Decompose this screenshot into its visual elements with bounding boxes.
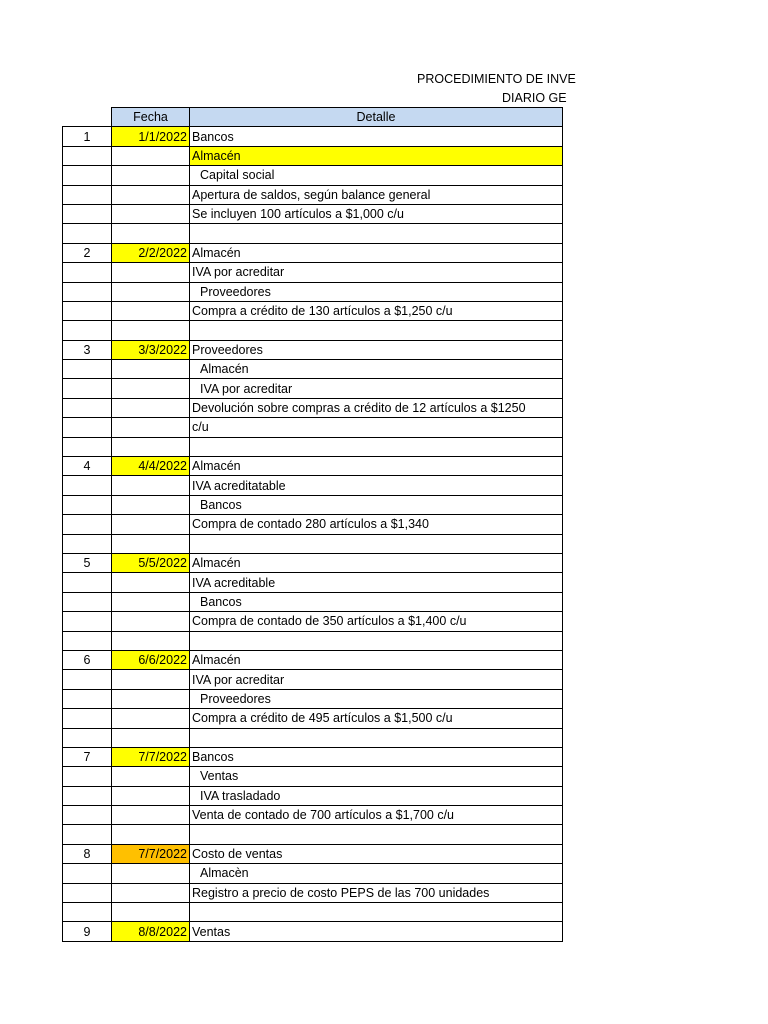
- entry-number-cell: [63, 476, 112, 495]
- detail-cell: Bancos: [190, 495, 563, 514]
- table-row: [63, 301, 563, 320]
- date-cell: 7/7/2022: [112, 747, 190, 766]
- entry-number-cell: [63, 806, 112, 825]
- detail-cell: Compra a crédito de 130 artículos a $1,250 c/u: [190, 301, 563, 320]
- detail-cell: IVA por acreditar: [190, 670, 563, 689]
- detail-cell: [190, 437, 563, 456]
- date-cell: [112, 786, 190, 805]
- header-row: [63, 108, 563, 127]
- entry-number-cell: [63, 146, 112, 165]
- table-row: [63, 612, 563, 631]
- detail-cell: Bancos: [190, 592, 563, 611]
- detail-cell: Se incluyen 100 artículos a $1,000 c/u: [190, 204, 563, 223]
- entry-number-cell: [63, 670, 112, 689]
- entry-number-cell: [63, 515, 112, 534]
- table-row: [63, 825, 563, 844]
- date-cell: [112, 321, 190, 340]
- date-cell: 2/2/2022: [112, 243, 190, 262]
- date-cell: [112, 418, 190, 437]
- detail-cell: Apertura de saldos, según balance general: [190, 185, 563, 204]
- table-row: [63, 573, 563, 592]
- date-cell: [112, 903, 190, 922]
- date-cell: 5/5/2022: [112, 553, 190, 572]
- date-cell: 4/4/2022: [112, 457, 190, 476]
- detail-cell: c/u: [190, 418, 563, 437]
- entry-number-cell: 9: [63, 922, 112, 941]
- table-row: [63, 728, 563, 747]
- entry-number-cell: 6: [63, 650, 112, 669]
- entry-number-cell: 8: [63, 844, 112, 863]
- table-row: [63, 379, 563, 398]
- date-cell: [112, 263, 190, 282]
- detail-cell: [190, 224, 563, 243]
- date-cell: [112, 515, 190, 534]
- detail-cell: Almacén: [190, 146, 563, 165]
- entry-number-cell: 5: [63, 553, 112, 572]
- entry-number-cell: [63, 204, 112, 223]
- table-row: [63, 689, 563, 708]
- table-row: [63, 883, 563, 902]
- table-row: [63, 457, 563, 476]
- table-row: [63, 263, 563, 282]
- date-cell: [112, 146, 190, 165]
- date-cell: [112, 185, 190, 204]
- detail-cell: Compra a crédito de 495 artículos a $1,500 c/u: [190, 709, 563, 728]
- table-row: [63, 515, 563, 534]
- date-cell: [112, 883, 190, 902]
- date-cell: [112, 689, 190, 708]
- detail-cell: Almacén: [190, 243, 563, 262]
- date-cell: 3/3/2022: [112, 340, 190, 359]
- detail-cell: IVA acreditable: [190, 573, 563, 592]
- detail-cell: Ventas: [190, 767, 563, 786]
- table-row: [63, 418, 563, 437]
- entry-number-cell: 2: [63, 243, 112, 262]
- detail-cell: [190, 728, 563, 747]
- detail-cell: Bancos: [190, 747, 563, 766]
- entry-number-cell: [63, 282, 112, 301]
- journal-table: [62, 107, 563, 942]
- date-cell: [112, 379, 190, 398]
- entry-number-cell: 1: [63, 127, 112, 146]
- table-row: [63, 767, 563, 786]
- detail-cell: Almacèn: [190, 864, 563, 883]
- detail-cell: IVA por acreditar: [190, 379, 563, 398]
- date-cell: [112, 301, 190, 320]
- table-row: [63, 592, 563, 611]
- entry-number-cell: 3: [63, 340, 112, 359]
- table-row: [63, 747, 563, 766]
- document-subtitle: DIARIO GE: [502, 91, 567, 105]
- date-cell: [112, 825, 190, 844]
- date-cell: [112, 282, 190, 301]
- column-header-detalle: Detalle: [190, 108, 563, 127]
- entry-number-cell: [63, 301, 112, 320]
- date-cell: [112, 224, 190, 243]
- date-cell: [112, 592, 190, 611]
- date-cell: [112, 709, 190, 728]
- detail-cell: [190, 534, 563, 553]
- table-row: [63, 476, 563, 495]
- entry-number-cell: [63, 903, 112, 922]
- detail-cell: Costo de ventas: [190, 844, 563, 863]
- entry-number-cell: [63, 592, 112, 611]
- detail-cell: [190, 903, 563, 922]
- date-cell: [112, 806, 190, 825]
- table-row: [63, 224, 563, 243]
- entry-number-cell: [63, 825, 112, 844]
- date-cell: [112, 670, 190, 689]
- detail-cell: Proveedores: [190, 689, 563, 708]
- entry-number-cell: [63, 379, 112, 398]
- detail-cell: Devolución sobre compras a crédito de 12 artículos a $1250: [190, 398, 563, 417]
- date-cell: 7/7/2022: [112, 844, 190, 863]
- table-row: [63, 553, 563, 572]
- entry-number-cell: [63, 709, 112, 728]
- document-title: PROCEDIMIENTO DE INVE: [417, 72, 576, 86]
- date-cell: [112, 360, 190, 379]
- detail-cell: [190, 631, 563, 650]
- detail-cell: Bancos: [190, 127, 563, 146]
- detail-cell: [190, 321, 563, 340]
- entry-number-cell: [63, 612, 112, 631]
- table-row: [63, 534, 563, 553]
- detail-cell: Almacén: [190, 360, 563, 379]
- date-cell: [112, 573, 190, 592]
- detail-cell: Capital social: [190, 166, 563, 185]
- entry-number-cell: [63, 398, 112, 417]
- detail-cell: Almacén: [190, 553, 563, 572]
- column-header-fecha: Fecha: [112, 108, 190, 127]
- date-cell: [112, 534, 190, 553]
- date-cell: [112, 612, 190, 631]
- table-row: [63, 709, 563, 728]
- detail-cell: IVA por acreditar: [190, 263, 563, 282]
- date-cell: [112, 728, 190, 747]
- table-row: [63, 340, 563, 359]
- date-cell: [112, 166, 190, 185]
- table-row: [63, 903, 563, 922]
- entry-number-cell: [63, 786, 112, 805]
- entry-number-cell: [63, 185, 112, 204]
- entry-number-cell: [63, 437, 112, 456]
- date-cell: [112, 767, 190, 786]
- entry-number-cell: [63, 767, 112, 786]
- entry-number-cell: [63, 883, 112, 902]
- date-cell: 8/8/2022: [112, 922, 190, 941]
- table-row: [63, 922, 563, 941]
- detail-cell: IVA trasladado: [190, 786, 563, 805]
- entry-number-cell: [63, 224, 112, 243]
- detail-cell: Proveedores: [190, 282, 563, 301]
- entry-number-cell: [63, 418, 112, 437]
- table-row: [63, 844, 563, 863]
- corner-cell: [63, 108, 112, 127]
- detail-cell: Registro a precio de costo PEPS de las 700 unidades: [190, 883, 563, 902]
- table-row: [63, 631, 563, 650]
- table-row: [63, 398, 563, 417]
- entry-number-cell: 7: [63, 747, 112, 766]
- entry-number-cell: [63, 631, 112, 650]
- entry-number-cell: [63, 495, 112, 514]
- entry-number-cell: [63, 321, 112, 340]
- table-row: [63, 650, 563, 669]
- entry-number-cell: [63, 166, 112, 185]
- table-row: [63, 185, 563, 204]
- journal-body: [63, 127, 563, 941]
- entry-number-cell: [63, 263, 112, 282]
- table-row: [63, 786, 563, 805]
- table-row: [63, 495, 563, 514]
- detail-cell: Proveedores: [190, 340, 563, 359]
- table-row: [63, 670, 563, 689]
- table-row: [63, 321, 563, 340]
- date-cell: [112, 631, 190, 650]
- table-row: [63, 204, 563, 223]
- table-row: [63, 243, 563, 262]
- detail-cell: Almacén: [190, 650, 563, 669]
- table-row: [63, 360, 563, 379]
- table-row: [63, 166, 563, 185]
- detail-cell: Ventas: [190, 922, 563, 941]
- detail-cell: Almacén: [190, 457, 563, 476]
- date-cell: 1/1/2022: [112, 127, 190, 146]
- table-row: [63, 437, 563, 456]
- entry-number-cell: [63, 534, 112, 553]
- date-cell: 6/6/2022: [112, 650, 190, 669]
- table-row: [63, 127, 563, 146]
- entry-number-cell: [63, 689, 112, 708]
- table-row: [63, 146, 563, 165]
- entry-number-cell: [63, 864, 112, 883]
- date-cell: [112, 437, 190, 456]
- detail-cell: Venta de contado de 700 artículos a $1,700 c/u: [190, 806, 563, 825]
- detail-cell: IVA acreditatable: [190, 476, 563, 495]
- date-cell: [112, 398, 190, 417]
- detail-cell: Compra de contado de 350 artículos a $1,400 c/u: [190, 612, 563, 631]
- table-row: [63, 806, 563, 825]
- detail-cell: Compra de contado 280 artículos a $1,340: [190, 515, 563, 534]
- detail-cell: [190, 825, 563, 844]
- entry-number-cell: [63, 360, 112, 379]
- entry-number-cell: 4: [63, 457, 112, 476]
- table-row: [63, 282, 563, 301]
- date-cell: [112, 476, 190, 495]
- date-cell: [112, 204, 190, 223]
- date-cell: [112, 864, 190, 883]
- date-cell: [112, 495, 190, 514]
- entry-number-cell: [63, 573, 112, 592]
- entry-number-cell: [63, 728, 112, 747]
- table-row: [63, 864, 563, 883]
